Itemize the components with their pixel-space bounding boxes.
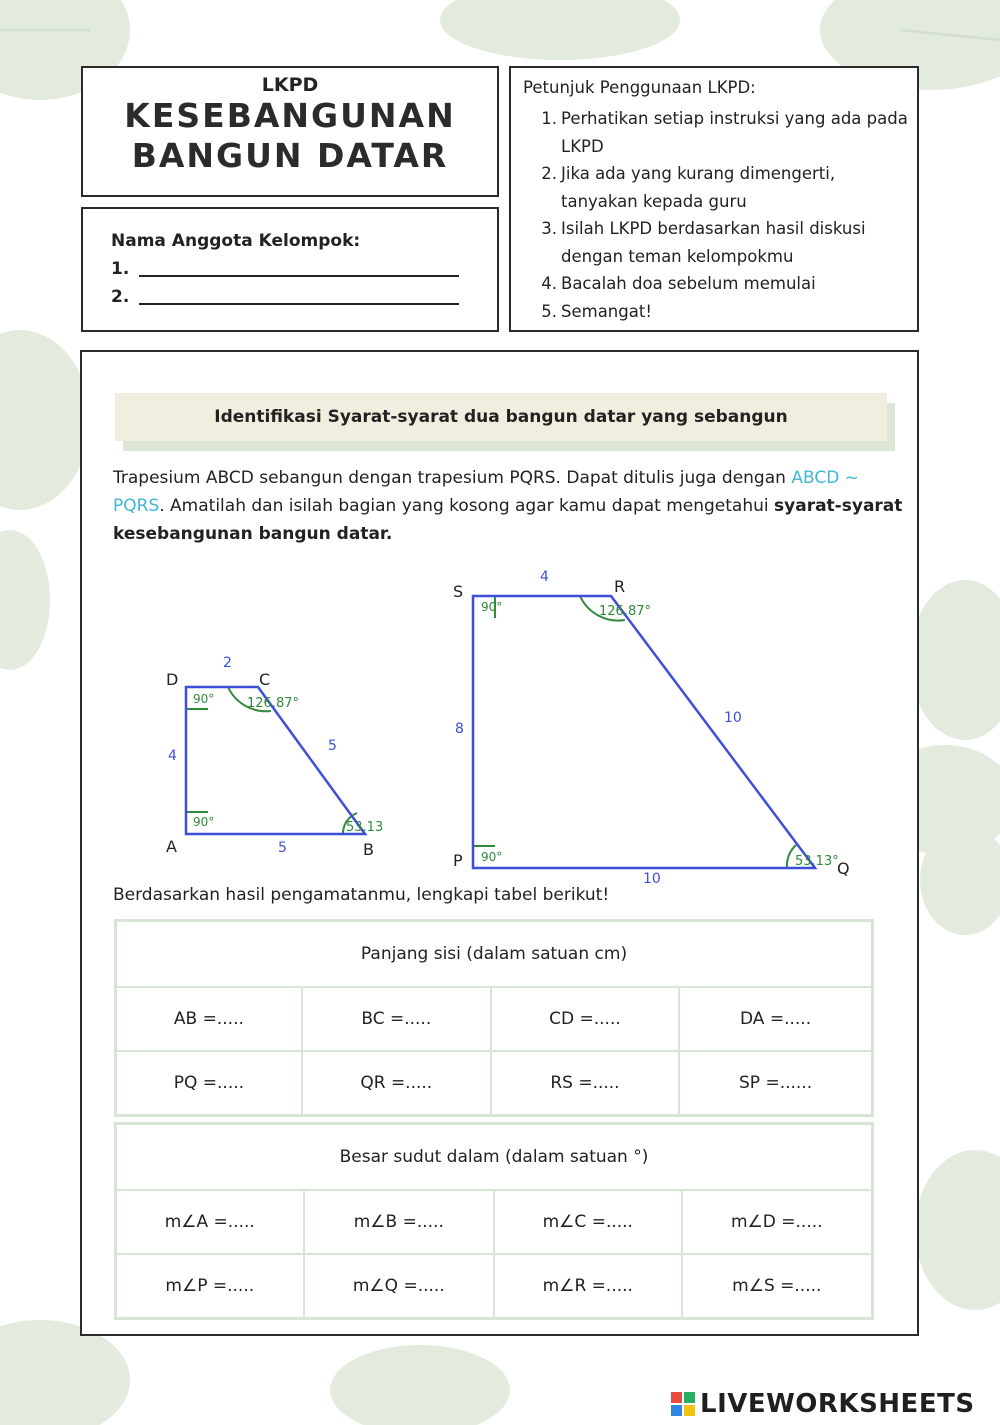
instruction-item [523,105,917,160]
lkpd-label: LKPD [261,74,319,96]
instruction-number: 3. [541,219,557,238]
members-heading: Nama Anggota Kelompok: [111,231,361,251]
angle-a-label: 90° [193,815,215,829]
member-input-2[interactable] [139,303,459,305]
answer-cell-angle-a[interactable]: m∠A =..... [116,1190,304,1254]
similarity-notation: ABCD ~ PQRS [113,468,859,516]
side-qr-label: 10 [724,710,742,726]
side-ps-label: 8 [455,721,464,737]
answer-cell-ab[interactable]: AB =..... [116,987,302,1051]
title-line-2: BANGUN DATAR [131,136,449,175]
answer-cell-pq[interactable]: PQ =..... [116,1051,302,1116]
angle-table-header: Besar sudut dalam (dalam satuan °) [116,1124,873,1191]
angle-p-label: 90° [481,850,503,864]
instruction-text: Isilah LKPD berdasarkan hasil diskusi dengan teman kelompokmu [561,219,866,266]
vertex-a: A [166,837,177,856]
angle-s-label: 90° [481,600,503,614]
answer-cell-angle-c[interactable]: m∠C =..... [494,1190,682,1254]
instructions-list [523,105,917,325]
vertex-r: R [614,577,626,596]
answer-cell-cd[interactable]: CD =..... [491,987,679,1051]
liveworksheets-brand[interactable]: LIVEWORKSHEETS [700,1389,975,1419]
observation-instruction: Berdasarkan hasil pengamatanmu, lengkapi tabel berikut! [113,885,610,905]
angle-d-label: 90° [193,692,215,706]
section-banner: Identifikasi Syarat-syarat dua bangun datar yang sebangun [115,393,887,441]
vertex-b: B [363,840,374,859]
angle-c-label: 126.87° [247,696,299,711]
vertex-q: Q [837,859,850,878]
angle-b-label: 53.13 [346,820,384,835]
vertex-p: P [453,851,463,870]
instruction-text: Bacalah doa sebelum memulai [561,274,816,293]
side-sr-label: 4 [540,569,549,585]
instruction-number: 2. [541,164,557,183]
side-pq-label: 10 [643,871,661,887]
vertex-s: S [453,582,464,601]
angle-r-label: 126.87° [599,604,651,619]
instruction-text: Perhatikan setiap instruksi yang ada pada LKPD [561,109,908,156]
instruction-item [523,298,917,326]
answer-cell-qr[interactable]: QR =..... [302,1051,491,1116]
answer-cell-angle-p[interactable]: m∠P =..... [116,1254,304,1319]
angle-q-label: 53.13° [795,854,839,869]
answer-cell-angle-b[interactable]: m∠B =..... [304,1190,495,1254]
trapezoid-figures [82,352,917,1334]
intro-bold: syarat-syarat kesebangunan bangun datar. [113,496,903,544]
vertex-d: D [166,670,179,689]
side-ab-label: 5 [278,840,287,856]
instruction-item [523,215,917,270]
answer-cell-da[interactable]: DA =..... [679,987,872,1051]
title-box [81,66,499,197]
answer-cell-rs[interactable]: RS =..... [491,1051,679,1116]
instructions-heading: Petunjuk Penggunaan LKPD: [523,78,756,97]
intro-text-1: Trapesium ABCD sebangun dengan trapesium PQRS. Dapat ditulis juga dengan [113,468,792,488]
member-number-2: 2. [111,287,130,307]
side-dc-label: 2 [223,655,232,671]
answer-cell-angle-q[interactable]: m∠Q =..... [304,1254,495,1319]
answer-cell-angle-s[interactable]: m∠S =..... [682,1254,873,1319]
instruction-text: Semangat! [561,301,652,321]
members-box [81,207,499,332]
side-bc-label: 5 [328,738,337,754]
member-input-1[interactable] [139,275,459,277]
answer-cell-angle-r[interactable]: m∠R =..... [494,1254,682,1319]
side-ad-label: 4 [168,748,177,764]
instruction-number: 1. [541,109,557,128]
member-number-1: 1. [111,259,130,279]
vertex-c: C [259,670,271,689]
instruction-number: 5. [541,301,557,321]
trapezoid-pqrs [473,596,815,868]
title-line-1: KESEBANGUNAN [124,96,456,135]
answer-cell-sp[interactable]: SP =...... [679,1051,872,1116]
main-worksheet [80,350,919,1336]
instruction-item [523,160,917,215]
instruction-text: Jika ada yang kurang dimengerti, tanyakan kepada guru [561,164,836,211]
instruction-number: 4. [541,274,557,293]
instruction-item [523,270,917,298]
answer-cell-bc[interactable]: BC =..... [302,987,491,1051]
intro-text-2: . Amatilah dan isilah bagian yang kosong agar kamu dapat mengetahui [159,496,775,516]
side-table-header: Panjang sisi (dalam satuan cm) [116,921,873,988]
liveworksheets-logo-icon [670,1391,696,1417]
instructions-box [509,66,919,332]
answer-cell-angle-d[interactable]: m∠D =..... [682,1190,873,1254]
